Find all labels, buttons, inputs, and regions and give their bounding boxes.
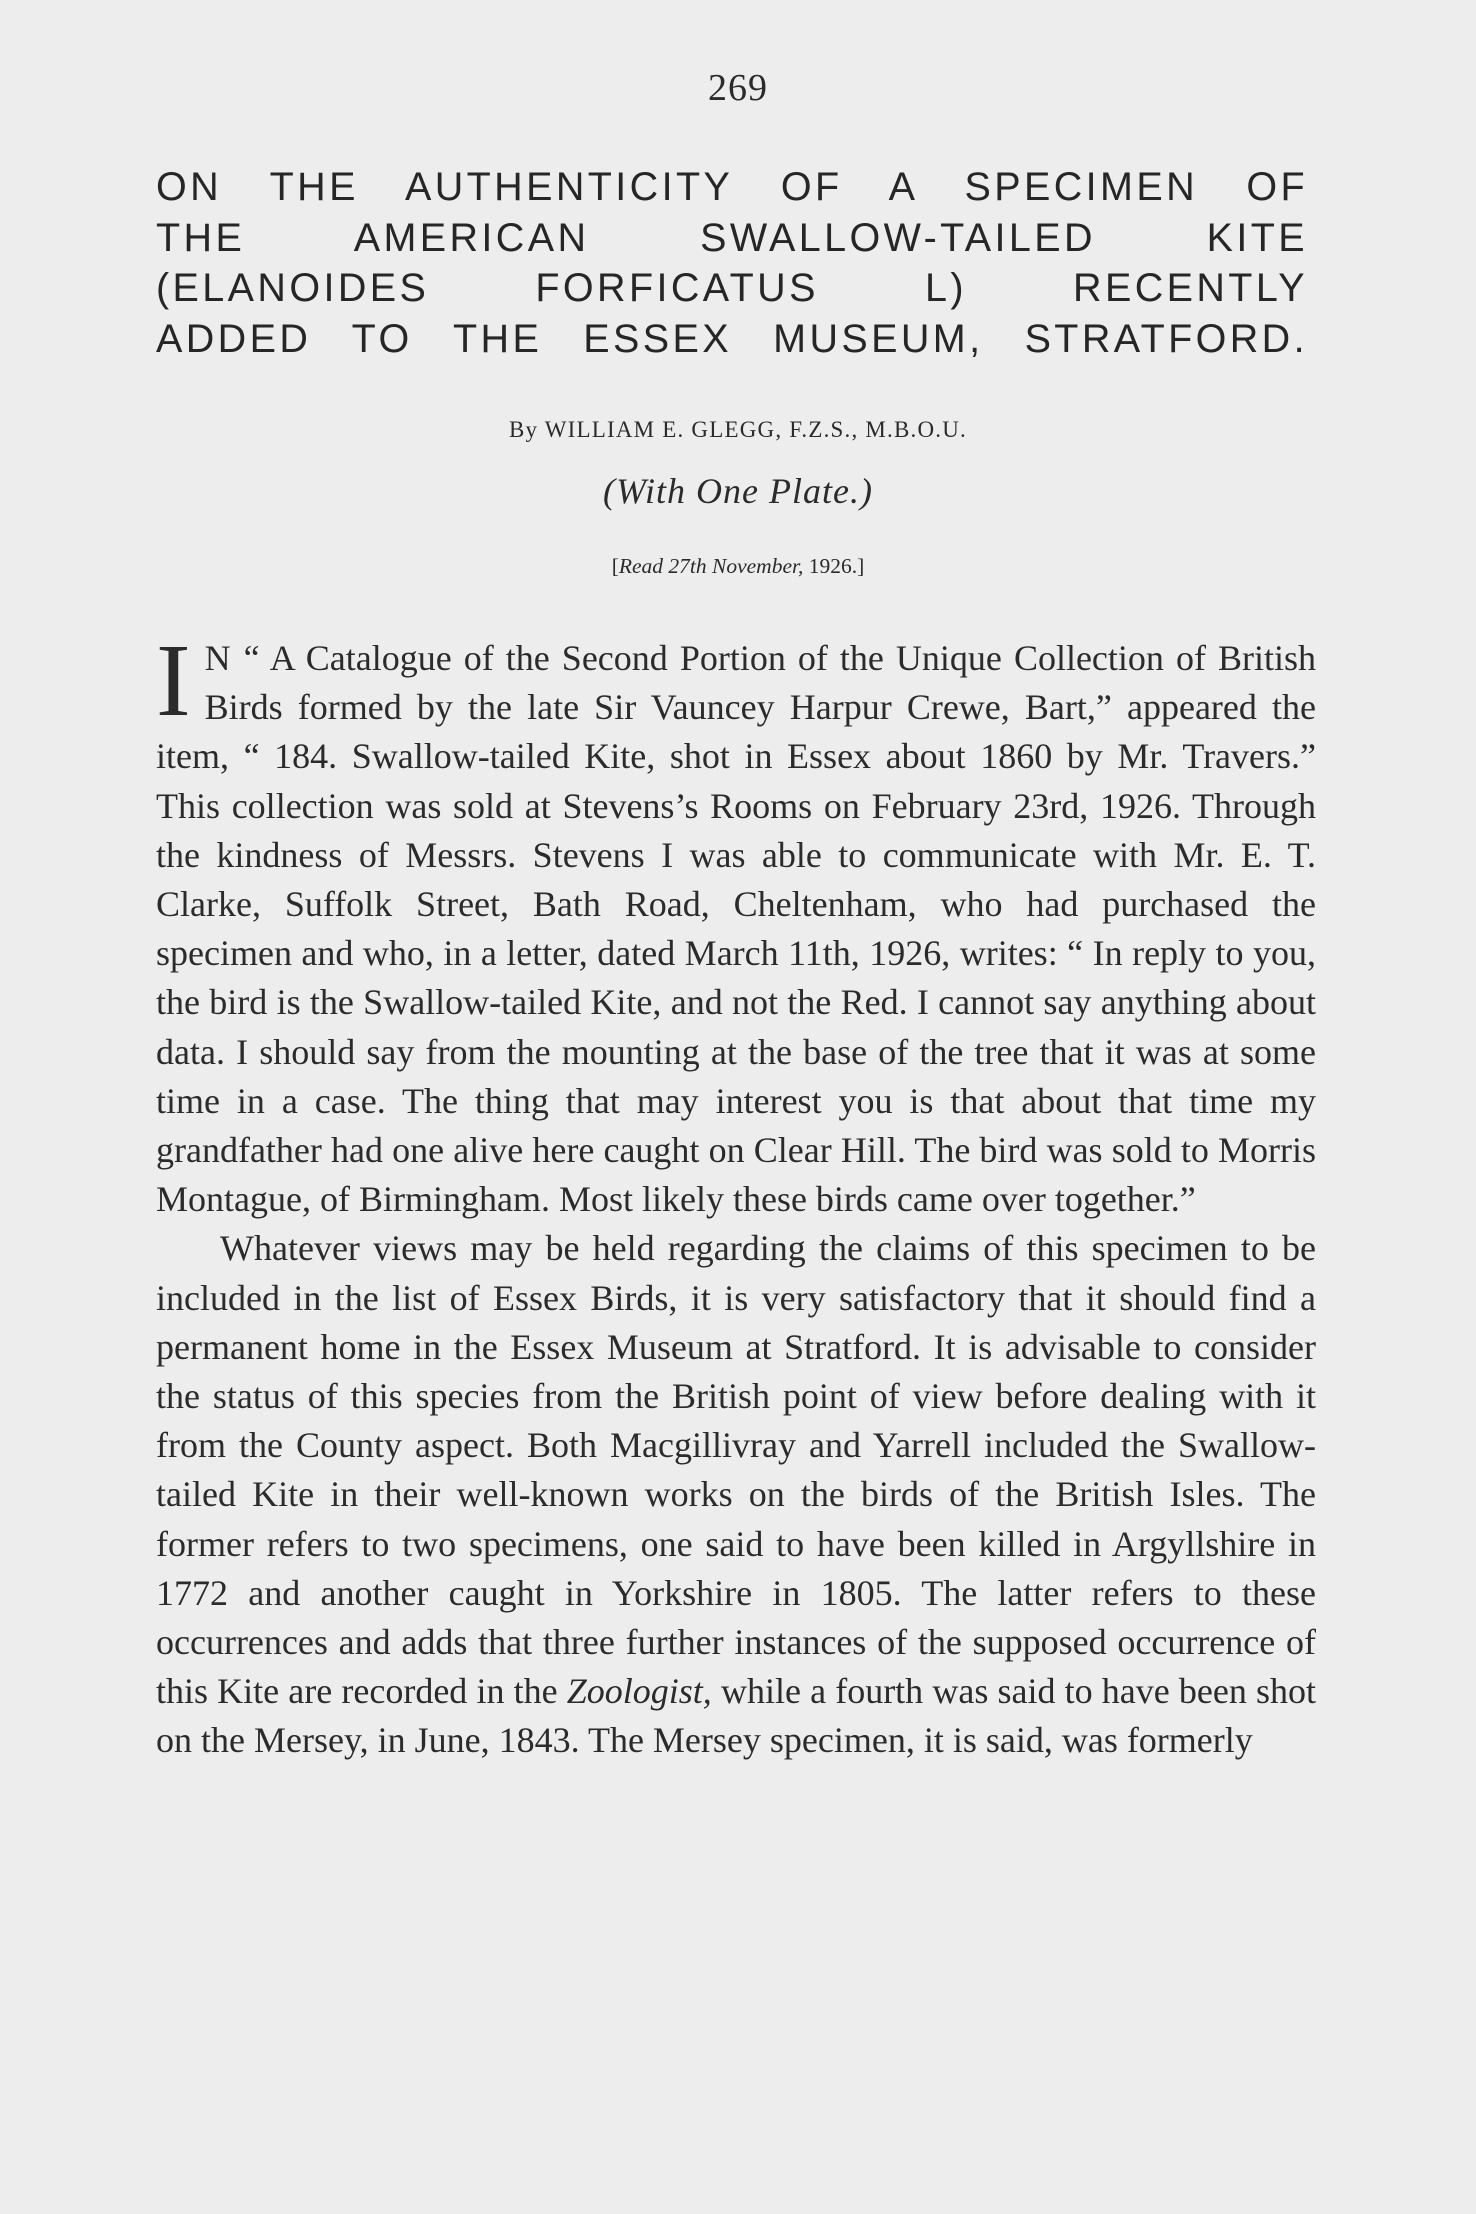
read-date-text: Read 27th November, xyxy=(618,554,804,578)
article-title xyxy=(156,162,1308,364)
paragraph-2 xyxy=(156,1224,1316,1765)
read-date-year: 1926.] xyxy=(803,554,865,578)
first-word: N xyxy=(204,638,232,678)
read-date xyxy=(0,554,1476,579)
paragraph-2-text-end: while a fourth was said to have been shot on the Mersey, in June, 1843. The Mersey specimen, it is said, was formerly xyxy=(156,1671,1316,1761)
page-number: 269 xyxy=(708,67,768,109)
title-line: ON THE AUTHENTICITY OF A SPECIMEN OF xyxy=(156,165,1308,209)
title-line: ADDED TO THE ESSEX MUSEUM, STRATFORD. xyxy=(156,316,1308,361)
author-byline: By WILLIAM E. GLEGG, F.Z.S., M.B.O.U. xyxy=(508,417,968,442)
read-date-bracket: [ xyxy=(611,554,619,578)
title-line: THE AMERICAN SWALLOW-TAILED KITE xyxy=(156,215,1308,260)
title-line: (ELANOIDES FORFICATUS L) RECENTLY xyxy=(156,266,1308,310)
article-body xyxy=(156,623,1316,1766)
journal-title: Zoologist, xyxy=(566,1671,712,1712)
paragraph-1 xyxy=(156,623,1316,1224)
drop-cap: I xyxy=(156,623,191,738)
paragraph-1-text: “ A Catalogue of the Second Portion of the Unique Collection of British Birds formed by the late Sir Vauncey Harpur Crewe, Bart,” appeared the item, “ 184. Swallow-tailed Kite, shot in Essex about 1860 by Mr. Travers.” This collection was sold at Stevens’s Rooms on February 23rd, 1926. Through the kindness of Messrs. Stevens I was able to communicate with Mr. E. T. Clarke, Suffolk Street, Bath Road, Cheltenham, who had purchased the specimen and who, in a letter, dated March 11th, 1926, writes: “ In reply to you, the bird is the Swallow-tailed Kite, and not the Red. I cannot say anything about data. I should say from the mounting at the base of the tree that it was at some time in a case. The thing that may interest you is that about that time my grandfather had one alive here caught on Clear Hill. The bird was sold to Morris Montague, of Birmingham. Most likely these birds came over together.” xyxy=(156,638,1316,1220)
paragraph-2-text: Whatever views may be held regarding the claims of this specimen to be included in the list of Essex Birds, it is very satisfactory that it should find a permanent home in the Essex Museum at Stratford. It is advisable to consider the status of this species from the British point of view before dealing with it from the County aspect. Both Macgillivray and Yarrell included the Swallow-tailed Kite in their well-known works on the birds of the British Isles. The former refers to two specimens, one said to have been killed in Argyllshire in 1772 and another caught in Yorkshire in 1805. The latter refers to these occurrences and adds that three further instances of the supposed occurrence of this Kite are recorded in the xyxy=(156,1228,1316,1712)
plate-note: (With One Plate.) xyxy=(603,471,873,511)
